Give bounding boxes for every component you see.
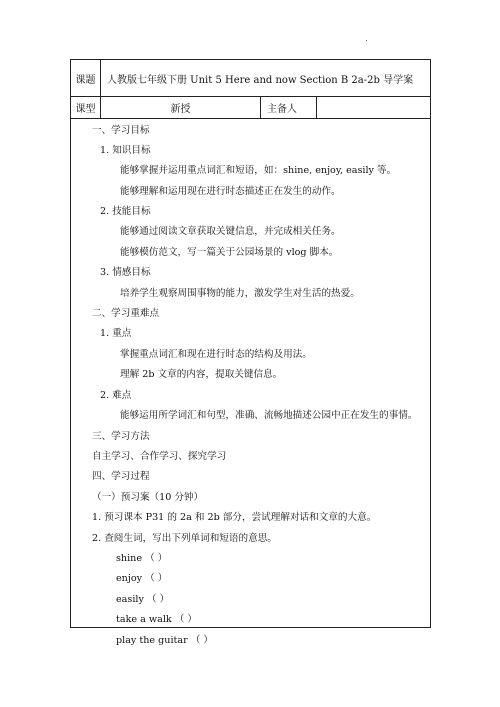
- subsection-heading: 1. 知识目标: [100, 145, 151, 156]
- section-heading: 四、学习过程: [92, 471, 150, 482]
- section-heading: 一、学习目标: [92, 125, 150, 136]
- type-value: 新授: [101, 97, 261, 118]
- preparer-label: 主备人: [261, 97, 317, 118]
- lesson-plan-table: [70, 59, 431, 646]
- section-heading: 二、学习重难点: [92, 308, 160, 319]
- vocab-item: take a walk （ ）: [116, 614, 197, 625]
- subsection-heading: 1. 重点: [100, 328, 132, 339]
- content-line: 1. 预习课本 P31 的 2a 和 2b 部分，尝试理解对话和文章的大意。: [92, 512, 377, 523]
- type-label: 课型: [71, 97, 101, 118]
- content-line: 自主学习、合作学习、探究学习: [92, 451, 227, 462]
- topic-label: 课题: [71, 60, 101, 96]
- vocab-item: play the guitar （ ）: [116, 635, 213, 646]
- content-line: 能够理解和运用现在进行时态描述正在发生的动作。: [120, 186, 341, 197]
- subsection-heading: （一）预习案（10 分钟）: [92, 492, 204, 503]
- section-heading: 三、学习方法: [92, 431, 150, 442]
- content-line: 理解 2b 文章的内容，提取关键信息。: [120, 369, 283, 380]
- content-line: 能够模仿范文，写一篇关于公园场景的 vlog 脚本。: [120, 247, 339, 258]
- corner-mark: [366, 40, 367, 41]
- content-line: 培养学生观察周围事物的能力，激发学生对生活的热爱。: [120, 288, 360, 299]
- content-line: 能够掌握并运用重点词汇和短语，如：shine, enjoy, easily 等。: [120, 165, 397, 176]
- vocab-item: easily （ ）: [116, 594, 170, 605]
- type-row: [71, 97, 430, 119]
- preparer-value: [317, 97, 430, 118]
- content-line: 掌握重点词汇和现在进行时态的结构及用法。: [120, 349, 312, 360]
- subsection-heading: 2. 技能目标: [100, 206, 151, 217]
- content-line: 2. 查阅生词，写出下列单词和短语的意思。: [92, 533, 277, 544]
- vocab-item: enjoy （ ）: [116, 573, 168, 584]
- subsection-heading: 2. 难点: [100, 390, 132, 401]
- subsection-heading: 3. 情感目标: [100, 267, 151, 278]
- topic-value: 人教版七年级下册 Unit 5 Here and now Section B 2a-2b 导学案: [107, 74, 414, 86]
- topic-row: [71, 60, 430, 97]
- vocab-item: shine （ ）: [116, 553, 168, 564]
- content-body: [71, 119, 430, 646]
- content-line: 能够通过阅读文章获取关键信息，并完成相关任务。: [120, 226, 341, 237]
- content-line: 能够运用所学词汇和句型，准确、流畅地描述公园中正在发生的事情。: [120, 410, 418, 421]
